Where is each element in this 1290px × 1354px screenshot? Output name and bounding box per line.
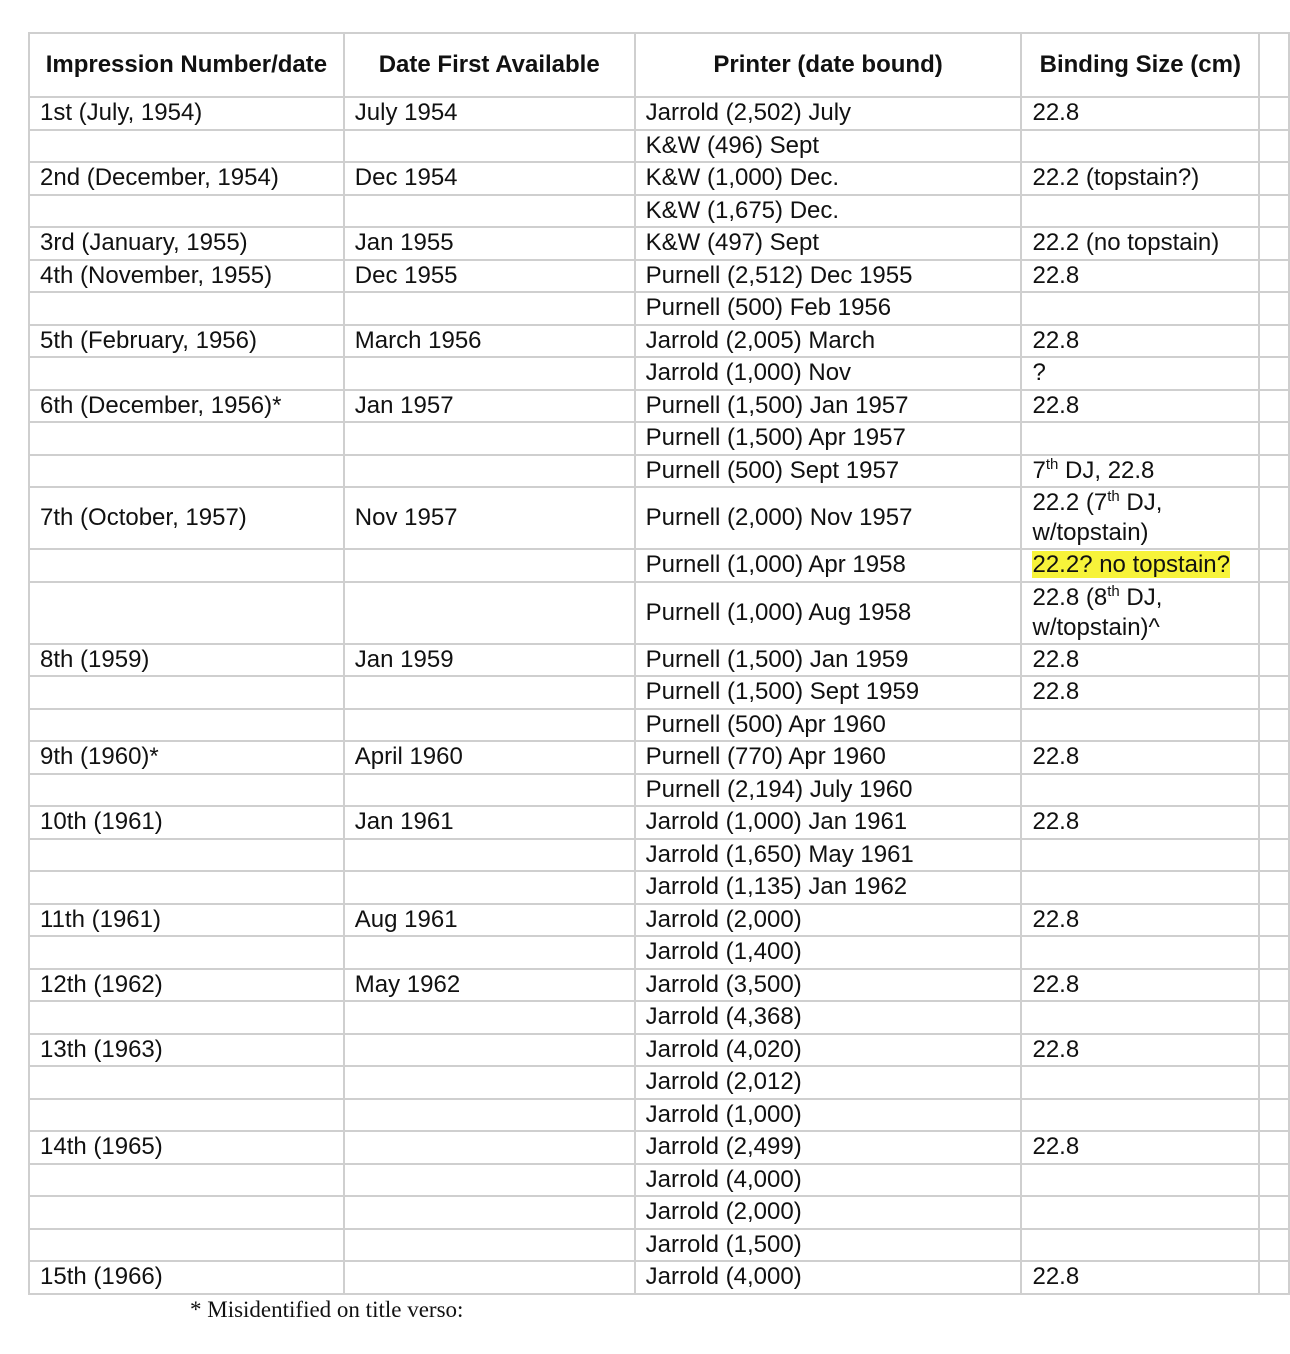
table-row xyxy=(29,487,1289,549)
cell-empty xyxy=(1259,325,1289,358)
table-row xyxy=(29,357,1289,390)
cell-impression xyxy=(29,195,344,228)
cell-empty xyxy=(1259,871,1289,904)
cell-date-first-available: April 1960 xyxy=(344,741,635,774)
cell-empty xyxy=(1259,1099,1289,1132)
table-row xyxy=(29,1099,1289,1132)
table-row xyxy=(29,1164,1289,1197)
cell-empty xyxy=(1259,936,1289,969)
cell-date-first-available xyxy=(344,774,635,807)
binding-text: DJ, w/topstain)^ xyxy=(1032,583,1163,641)
cell-binding-size xyxy=(1021,1001,1259,1034)
cell-binding-size: 22.8 xyxy=(1021,390,1259,423)
binding-text: DJ, w/topstain) xyxy=(1032,489,1163,546)
header-printer: Printer (date bound) xyxy=(635,33,1022,97)
cell-binding-size: 22.2 (topstain?) xyxy=(1021,162,1259,195)
cell-printer: Jarrold (1,000) Jan 1961 xyxy=(635,806,1022,839)
cell-binding-size: 22.8 xyxy=(1021,325,1259,358)
cell-printer: Jarrold (2,000) xyxy=(635,1196,1022,1229)
cell-empty xyxy=(1259,904,1289,937)
table-row xyxy=(29,741,1289,774)
cell-empty xyxy=(1259,1066,1289,1099)
cell-date-first-available: Jan 1961 xyxy=(344,806,635,839)
cell-date-first-available xyxy=(344,1261,635,1294)
cell-binding-size xyxy=(1021,839,1259,872)
cell-printer: Purnell (1,000) Apr 1958 xyxy=(635,549,1022,582)
cell-empty xyxy=(1259,1001,1289,1034)
cell-binding-size xyxy=(1021,130,1259,163)
cell-binding-size xyxy=(1021,1229,1259,1262)
cell-printer: Jarrold (2,012) xyxy=(635,1066,1022,1099)
cell-impression: 13th (1963) xyxy=(29,1034,344,1067)
cell-empty xyxy=(1259,1196,1289,1229)
cell-printer: K&W (1,675) Dec. xyxy=(635,195,1022,228)
cell-binding-size xyxy=(1021,549,1259,582)
cell-printer: Jarrold (4,000) xyxy=(635,1164,1022,1197)
cell-binding-size xyxy=(1021,1164,1259,1197)
cell-date-first-available: March 1956 xyxy=(344,325,635,358)
cell-printer: K&W (497) Sept xyxy=(635,227,1022,260)
cell-binding-size: 22.8 xyxy=(1021,1131,1259,1164)
cell-date-first-available: Jan 1955 xyxy=(344,227,635,260)
cell-binding-size: 22.8 xyxy=(1021,969,1259,1002)
cell-printer: Jarrold (1,000) Nov xyxy=(635,357,1022,390)
cell-empty xyxy=(1259,130,1289,163)
table-row xyxy=(29,97,1289,130)
cell-printer: Jarrold (1,000) xyxy=(635,1099,1022,1132)
header-row xyxy=(29,33,1289,97)
cell-empty xyxy=(1259,487,1289,549)
cell-impression xyxy=(29,357,344,390)
cell-binding-size xyxy=(1021,582,1259,644)
table-row xyxy=(29,325,1289,358)
cell-binding-size: 22.8 xyxy=(1021,1261,1259,1294)
binding-superscript: th xyxy=(1107,488,1120,505)
cell-date-first-available xyxy=(344,195,635,228)
table-row xyxy=(29,195,1289,228)
table-row xyxy=(29,871,1289,904)
cell-empty xyxy=(1259,357,1289,390)
cell-binding-size xyxy=(1021,195,1259,228)
table-row xyxy=(29,774,1289,807)
cell-date-first-available: Aug 1961 xyxy=(344,904,635,937)
cell-binding-size: 22.8 xyxy=(1021,676,1259,709)
table-row xyxy=(29,806,1289,839)
table-row xyxy=(29,1196,1289,1229)
cell-impression xyxy=(29,1164,344,1197)
impressions-table xyxy=(28,32,1290,1295)
cell-date-first-available xyxy=(344,936,635,969)
cell-impression: 14th (1965) xyxy=(29,1131,344,1164)
cell-date-first-available xyxy=(344,1164,635,1197)
cell-printer: Purnell (1,500) Jan 1957 xyxy=(635,390,1022,423)
cell-empty xyxy=(1259,741,1289,774)
cell-empty xyxy=(1259,390,1289,423)
binding-superscript: th xyxy=(1107,582,1120,600)
cell-impression xyxy=(29,774,344,807)
binding-text: 7 xyxy=(1032,456,1046,484)
cell-binding-size xyxy=(1021,422,1259,455)
cell-date-first-available: July 1954 xyxy=(344,97,635,130)
cell-printer: Purnell (500) Feb 1956 xyxy=(635,292,1022,325)
table-row xyxy=(29,582,1289,644)
cell-binding-size: ? xyxy=(1021,357,1259,390)
cell-printer: Purnell (1,000) Aug 1958 xyxy=(635,582,1022,644)
highlighted-note: 22.2? no topstain? xyxy=(1032,551,1230,579)
cell-empty xyxy=(1259,582,1289,644)
cell-date-first-available xyxy=(344,292,635,325)
table-row xyxy=(29,1066,1289,1099)
cell-date-first-available xyxy=(344,1034,635,1067)
cell-printer: Purnell (500) Sept 1957 xyxy=(635,455,1022,488)
cell-date-first-available xyxy=(344,130,635,163)
cell-date-first-available xyxy=(344,676,635,709)
footnote: * Misidentified on title verso: xyxy=(190,1297,464,1322)
cell-date-first-available xyxy=(344,357,635,390)
cell-impression: 4th (November, 1955) xyxy=(29,260,344,293)
cell-impression: 10th (1961) xyxy=(29,806,344,839)
cell-empty xyxy=(1259,969,1289,1002)
cell-date-first-available: Dec 1955 xyxy=(344,260,635,293)
cell-binding-size: 22.8 xyxy=(1021,1034,1259,1067)
cell-empty xyxy=(1259,644,1289,677)
cell-impression xyxy=(29,130,344,163)
cell-impression xyxy=(29,839,344,872)
cell-impression xyxy=(29,1196,344,1229)
cell-binding-size xyxy=(1021,871,1259,904)
cell-date-first-available xyxy=(344,549,635,582)
table-row xyxy=(29,676,1289,709)
cell-date-first-available xyxy=(344,455,635,488)
cell-printer: Jarrold (1,135) Jan 1962 xyxy=(635,871,1022,904)
cell-impression xyxy=(29,582,344,644)
cell-impression: 15th (1966) xyxy=(29,1261,344,1294)
cell-empty xyxy=(1259,1229,1289,1262)
table-row xyxy=(29,1229,1289,1262)
cell-impression xyxy=(29,1099,344,1132)
cell-printer: Purnell (2,000) Nov 1957 xyxy=(635,487,1022,549)
cell-printer: Purnell (1,500) Jan 1959 xyxy=(635,644,1022,677)
cell-binding-size xyxy=(1021,292,1259,325)
table-row xyxy=(29,390,1289,423)
table-row xyxy=(29,1001,1289,1034)
cell-impression xyxy=(29,292,344,325)
cell-date-first-available xyxy=(344,422,635,455)
cell-date-first-available xyxy=(344,1001,635,1034)
cell-date-first-available xyxy=(344,1131,635,1164)
cell-impression xyxy=(29,676,344,709)
cell-impression xyxy=(29,422,344,455)
cell-impression xyxy=(29,455,344,488)
header-binding-size: Binding Size (cm) xyxy=(1021,33,1259,97)
table-row xyxy=(29,709,1289,742)
cell-impression: 5th (February, 1956) xyxy=(29,325,344,358)
binding-text: DJ, 22.8 xyxy=(1058,456,1155,484)
cell-empty xyxy=(1259,292,1289,325)
cell-printer: Jarrold (4,000) xyxy=(635,1261,1022,1294)
cell-impression xyxy=(29,936,344,969)
header-impression: Impression Number/date xyxy=(29,33,344,97)
cell-impression xyxy=(29,549,344,582)
header-date-first-available: Date First Available xyxy=(344,33,635,97)
table-row xyxy=(29,644,1289,677)
cell-binding-size xyxy=(1021,1066,1259,1099)
cell-empty xyxy=(1259,162,1289,195)
cell-date-first-available xyxy=(344,1066,635,1099)
cell-printer: Jarrold (2,005) March xyxy=(635,325,1022,358)
cell-date-first-available xyxy=(344,709,635,742)
binding-text: 22.8 (8 xyxy=(1032,583,1108,611)
cell-printer: K&W (1,000) Dec. xyxy=(635,162,1022,195)
cell-binding-size xyxy=(1021,487,1259,549)
table-row xyxy=(29,292,1289,325)
table-row xyxy=(29,130,1289,163)
cell-printer: Jarrold (1,500) xyxy=(635,1229,1022,1262)
cell-empty xyxy=(1259,1261,1289,1294)
cell-binding-size: 22.2 (no topstain) xyxy=(1021,227,1259,260)
cell-printer: Purnell (770) Apr 1960 xyxy=(635,741,1022,774)
cell-empty xyxy=(1259,422,1289,455)
cell-printer: Jarrold (1,400) xyxy=(635,936,1022,969)
table-row xyxy=(29,162,1289,195)
cell-binding-size xyxy=(1021,1196,1259,1229)
cell-printer: Purnell (1,500) Sept 1959 xyxy=(635,676,1022,709)
cell-printer: Jarrold (4,020) xyxy=(635,1034,1022,1067)
cell-binding-size: 22.8 xyxy=(1021,644,1259,677)
cell-impression xyxy=(29,709,344,742)
cell-empty xyxy=(1259,1131,1289,1164)
cell-date-first-available: Dec 1954 xyxy=(344,162,635,195)
header-empty-cell xyxy=(1259,33,1289,97)
cell-empty xyxy=(1259,1164,1289,1197)
cell-impression: 8th (1959) xyxy=(29,644,344,677)
cell-printer: Jarrold (1,650) May 1961 xyxy=(635,839,1022,872)
cell-printer: Purnell (500) Apr 1960 xyxy=(635,709,1022,742)
cell-impression: 12th (1962) xyxy=(29,969,344,1002)
cell-empty xyxy=(1259,839,1289,872)
cell-empty xyxy=(1259,806,1289,839)
cell-binding-size xyxy=(1021,455,1259,488)
cell-binding-size: 22.8 xyxy=(1021,260,1259,293)
cell-empty xyxy=(1259,549,1289,582)
cell-impression: 9th (1960)* xyxy=(29,741,344,774)
cell-impression: 7th (October, 1957) xyxy=(29,487,344,549)
cell-binding-size xyxy=(1021,1099,1259,1132)
table-row xyxy=(29,227,1289,260)
cell-printer: Jarrold (2,499) xyxy=(635,1131,1022,1164)
table-row xyxy=(29,839,1289,872)
cell-impression: 3rd (January, 1955) xyxy=(29,227,344,260)
cell-printer: Jarrold (4,368) xyxy=(635,1001,1022,1034)
cell-binding-size: 22.8 xyxy=(1021,904,1259,937)
cell-impression xyxy=(29,871,344,904)
cell-binding-size xyxy=(1021,936,1259,969)
cell-empty xyxy=(1259,97,1289,130)
cell-printer: Jarrold (3,500) xyxy=(635,969,1022,1002)
table-row xyxy=(29,549,1289,582)
table-row xyxy=(29,936,1289,969)
cell-printer: Jarrold (2,000) xyxy=(635,904,1022,937)
cell-impression: 11th (1961) xyxy=(29,904,344,937)
cell-binding-size xyxy=(1021,709,1259,742)
cell-date-first-available xyxy=(344,1229,635,1262)
cell-binding-size: 22.8 xyxy=(1021,741,1259,774)
cell-printer: Purnell (1,500) Apr 1957 xyxy=(635,422,1022,455)
cell-impression xyxy=(29,1001,344,1034)
table-row xyxy=(29,904,1289,937)
cell-date-first-available xyxy=(344,582,635,644)
cell-printer: K&W (496) Sept xyxy=(635,130,1022,163)
binding-text: 22.2 (7 xyxy=(1032,489,1108,516)
cell-binding-size xyxy=(1021,774,1259,807)
cell-date-first-available: Nov 1957 xyxy=(344,487,635,549)
cell-binding-size: 22.8 xyxy=(1021,806,1259,839)
cell-date-first-available: Jan 1957 xyxy=(344,390,635,423)
cell-empty xyxy=(1259,455,1289,488)
cell-impression xyxy=(29,1229,344,1262)
table-row xyxy=(29,1034,1289,1067)
cell-printer: Jarrold (2,502) July xyxy=(635,97,1022,130)
cell-printer: Purnell (2,512) Dec 1955 xyxy=(635,260,1022,293)
cell-date-first-available xyxy=(344,1196,635,1229)
cell-printer: Purnell (2,194) July 1960 xyxy=(635,774,1022,807)
cell-empty xyxy=(1259,709,1289,742)
table-row xyxy=(29,969,1289,1002)
cell-impression: 1st (July, 1954) xyxy=(29,97,344,130)
cell-empty xyxy=(1259,1034,1289,1067)
cell-empty xyxy=(1259,195,1289,228)
cell-date-first-available: Jan 1959 xyxy=(344,644,635,677)
table-row xyxy=(29,260,1289,293)
cell-empty xyxy=(1259,227,1289,260)
cell-date-first-available xyxy=(344,1099,635,1132)
cell-binding-size: 22.8 xyxy=(1021,97,1259,130)
cell-empty xyxy=(1259,774,1289,807)
cell-date-first-available xyxy=(344,871,635,904)
cell-impression: 2nd (December, 1954) xyxy=(29,162,344,195)
table-row xyxy=(29,1261,1289,1294)
table-row xyxy=(29,1131,1289,1164)
cell-date-first-available xyxy=(344,839,635,872)
cell-empty xyxy=(1259,260,1289,293)
cell-impression: 6th (December, 1956)* xyxy=(29,390,344,423)
table-row xyxy=(29,422,1289,455)
table-row xyxy=(29,455,1289,488)
cell-date-first-available: May 1962 xyxy=(344,969,635,1002)
cell-impression xyxy=(29,1066,344,1099)
cell-empty xyxy=(1259,676,1289,709)
binding-superscript: th xyxy=(1045,455,1059,473)
